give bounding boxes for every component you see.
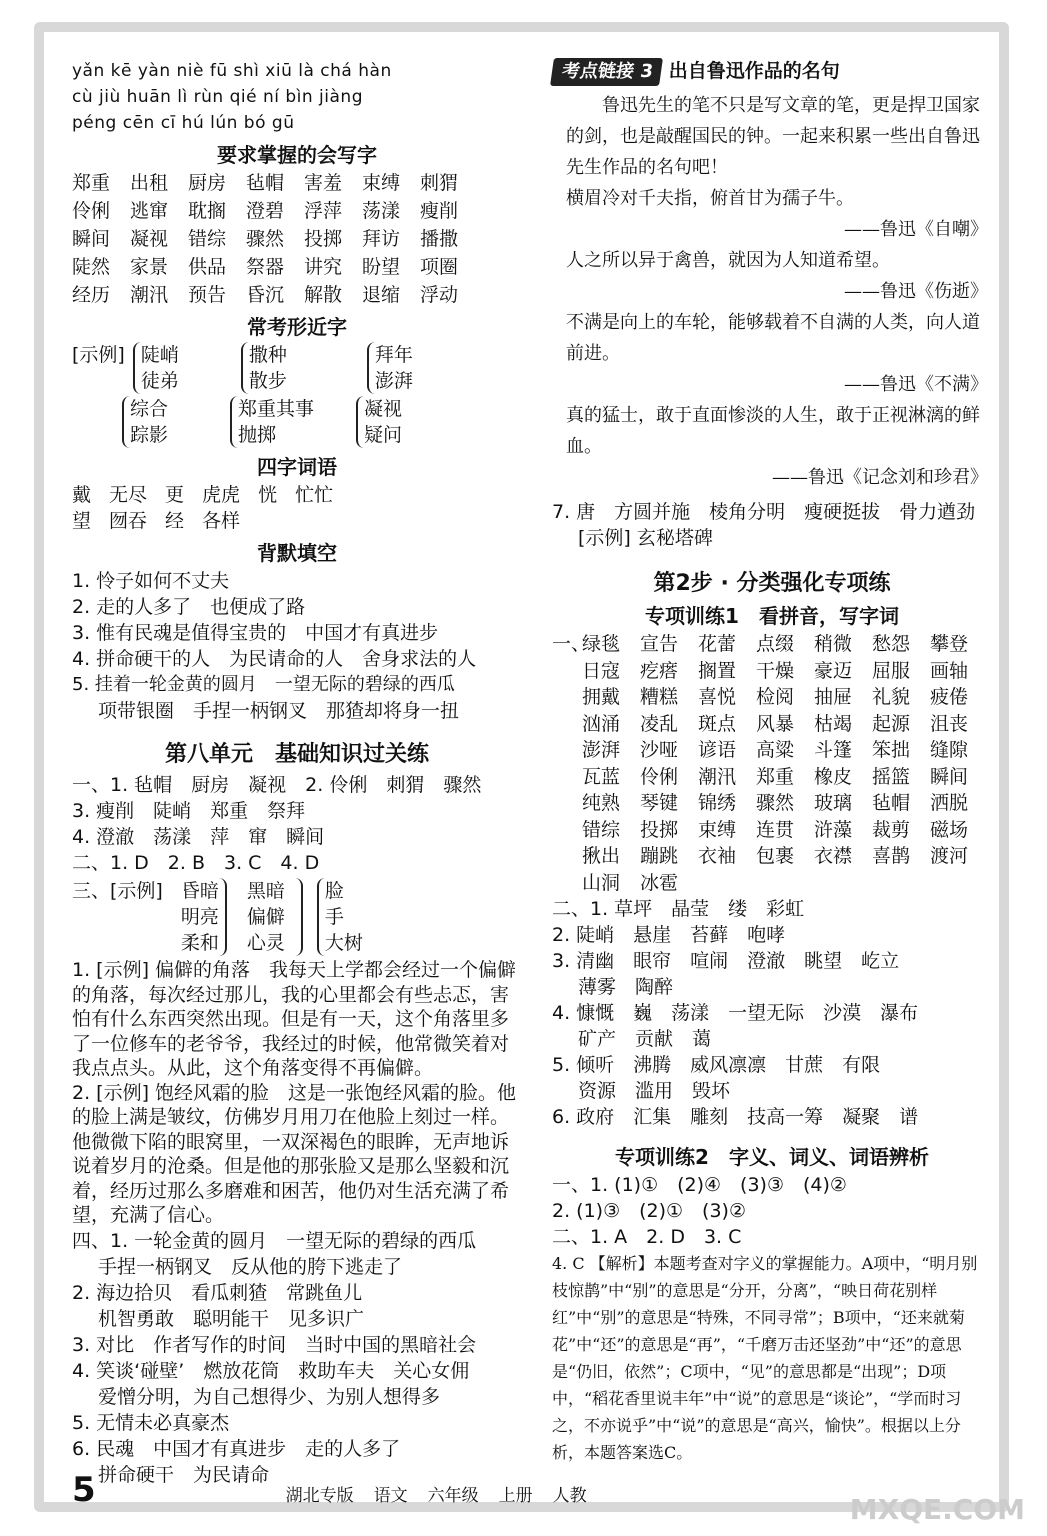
essay-1: 1. [示例] 偏僻的角落 我每天上学都会经过一个偏僻的角落，每次经过那儿，我的心里都会有些忐忑，害怕有什么东西突然出现。但是有一天，这个角落里多了一位修车的老爷爷，我经过的时候，他常微笑着对我点点头。从此，这个角落变得不再偏僻。 bbox=[72, 959, 517, 1079]
t1-word: 蹦跳 bbox=[640, 845, 679, 867]
t1-word: 汹涌 bbox=[582, 712, 621, 735]
four-line: 爱憎分明，为自己想得少、为别人想得多 bbox=[98, 1385, 441, 1408]
three-word: 黑暗 bbox=[246, 880, 285, 902]
quote-source: ——鲁迅《记念刘和珍君》 bbox=[772, 467, 988, 488]
t1-word: 谚语 bbox=[698, 739, 737, 761]
similar-label: [示例] bbox=[72, 344, 125, 366]
write-word: 厨房 bbox=[188, 172, 227, 194]
heading-write: 要求掌握的会写字 bbox=[217, 143, 377, 167]
pinyin-line: péng cēn cī hú lún bó gū bbox=[72, 113, 295, 133]
t1-words-grid bbox=[552, 631, 992, 896]
four-line: 机智勇敢 聪明能干 见多识广 bbox=[98, 1307, 365, 1330]
write-word: 潮汛 bbox=[130, 284, 169, 306]
footer-item: 人教 bbox=[552, 1486, 587, 1506]
three-label: 三、[示例] bbox=[72, 880, 163, 902]
write-word: 拜访 bbox=[362, 228, 401, 250]
quote-source: ——鲁迅《自嘲》 bbox=[844, 219, 988, 240]
four-char-word: 囫吞 bbox=[109, 510, 148, 532]
t1-word: 喜鹊 bbox=[872, 845, 911, 867]
three-word: 偏僻 bbox=[246, 906, 285, 928]
write-word: 毡帽 bbox=[246, 172, 285, 194]
t1-word: 起源 bbox=[872, 712, 911, 735]
t1-line: 薄雾 陶醉 bbox=[578, 976, 674, 998]
t1-line: 矿产 贡献 蔼 bbox=[578, 1028, 712, 1050]
t1-word: 束缚 bbox=[698, 818, 737, 841]
write-word: 家景 bbox=[130, 256, 169, 278]
similar-word: 综合 bbox=[130, 398, 169, 420]
right-column bbox=[552, 58, 992, 1466]
four-char-word: 无尽 bbox=[109, 484, 148, 506]
similar-row bbox=[72, 396, 522, 448]
t1-word: 画轴 bbox=[930, 659, 969, 682]
q7-line: [示例] 玄秘塔碑 bbox=[578, 527, 713, 549]
section-three bbox=[72, 878, 522, 956]
similar-word: 拜年 bbox=[374, 344, 413, 366]
four-char-row bbox=[72, 508, 522, 534]
recite-line: 项带银圈 手捏一柄钢叉 那猹却将身一扭 bbox=[98, 700, 460, 722]
recite-line: 2. 走的人多了 也便成了路 bbox=[72, 596, 306, 618]
t1-word: 风暴 bbox=[756, 712, 795, 735]
three-word: 脸 bbox=[324, 880, 344, 902]
t1-word: 日寇 bbox=[582, 659, 621, 682]
t1-line: 4. 慷慨 巍 荡漾 一望无际 沙漠 瀑布 bbox=[552, 1002, 919, 1024]
write-word: 骤然 bbox=[246, 228, 285, 250]
t2-analysis: 4. C 【解析】本题考查对字义的掌握能力。A项中，“明月别枝惊鹊”中“别”的意思是“分开，分离”，“映日荷花别样红”中“别”的意思是“特殊，不同寻常”；B项中，“还来就菊花”中“还”的意思是“再”，“千磨万击还坚劲”中“还”的意思是“仍旧，依然”；C项中，“见”的意思都是“出现”；D项中，“稻花香里说丰年”中“说”的意思是“谈论”，“学而时习之，不亦说乎”中“说”的意思是“高兴，愉快”。根据以上分析，本题答案选C。 bbox=[552, 1254, 978, 1462]
quote-text: 真的猛士，敢于直面惨淡的人生，敢于正视淋漓的鲜血。 bbox=[566, 405, 980, 457]
footer bbox=[72, 1470, 607, 1510]
write-word: 束缚 bbox=[362, 172, 401, 194]
t1-line: 3. 清幽 眼帘 喧闹 澄澈 眺望 屹立 bbox=[552, 950, 900, 972]
four-char-word: 戴 bbox=[72, 484, 92, 506]
t1-word: 沮丧 bbox=[930, 712, 969, 735]
t1-word: 瞬间 bbox=[930, 765, 969, 788]
badge: 考点链接 3 bbox=[550, 58, 663, 86]
three-word: 昏暗 bbox=[180, 880, 219, 902]
t1-word: 枯竭 bbox=[814, 712, 853, 735]
t1-word: 笨拙 bbox=[872, 739, 911, 761]
t1-word: 渡河 bbox=[930, 845, 969, 867]
write-word: 陡然 bbox=[72, 256, 111, 278]
t1-word: 屈服 bbox=[872, 659, 911, 682]
four-char-word: 经 bbox=[165, 510, 185, 532]
three-word: 手 bbox=[324, 906, 344, 928]
write-word: 项圈 bbox=[420, 256, 459, 278]
write-word: 预告 bbox=[188, 284, 227, 306]
t1-word: 揪出 bbox=[582, 845, 621, 867]
t1-word: 错综 bbox=[582, 818, 621, 841]
t1-word: 糟糕 bbox=[640, 686, 679, 708]
four-line: 手捏一柄钢叉 反从他的胯下逃走了 bbox=[98, 1255, 403, 1278]
t1-word: 点缀 bbox=[756, 633, 795, 655]
t1-word: 疲倦 bbox=[930, 686, 969, 708]
four-line: 3. 对比 作者写作的时间 当时中国的黑暗社会 bbox=[72, 1333, 477, 1356]
similar-word: 徒弟 bbox=[140, 370, 179, 392]
four-char-word: 各样 bbox=[202, 510, 241, 532]
similar-row bbox=[72, 342, 522, 394]
t1-word: 伶俐 bbox=[640, 765, 679, 788]
write-word: 退缩 bbox=[362, 284, 401, 306]
write-word: 瘦削 bbox=[420, 200, 459, 222]
t1-word: 纯熟 bbox=[582, 792, 621, 814]
pinyin-line: yǎn kē yàn niè fū shì xiū là chá hàn bbox=[72, 61, 392, 81]
t1-word: 锦绣 bbox=[698, 792, 737, 814]
write-words-grid bbox=[72, 170, 522, 308]
page-number: 5 bbox=[72, 1470, 96, 1510]
four-line: 2. 海边拾贝 看瓜刺猹 常跳鱼儿 bbox=[72, 1281, 363, 1304]
recite-line: 3. 惟有民魂是值得宝贵的 中国才有真进步 bbox=[72, 622, 439, 644]
write-word: 祭器 bbox=[246, 256, 285, 278]
t1-word: 疙瘩 bbox=[640, 659, 679, 682]
t1-word: 冰雹 bbox=[640, 871, 679, 894]
quote-intro: 鲁迅先生的笔不只是写文章的笔，更是捍卫国家的剑，也是敲醒国民的钟。一起来积累一些出自鲁迅先生作品的名句吧！ bbox=[566, 95, 980, 178]
four-char-word: 望 bbox=[72, 510, 92, 532]
t1-word: 缝隙 bbox=[930, 739, 969, 761]
t1-word: 洒脱 bbox=[930, 792, 969, 814]
write-word: 害羞 bbox=[304, 172, 343, 194]
t1-word: 稍微 bbox=[814, 633, 853, 655]
t1-word: 绿毯 bbox=[582, 633, 621, 655]
write-word: 耽搁 bbox=[188, 200, 227, 222]
three-word: 明亮 bbox=[180, 906, 219, 928]
four-char-word: 恍 bbox=[258, 484, 278, 506]
heading-four-char: 四字词语 bbox=[257, 455, 337, 479]
heading-recite: 背默填空 bbox=[257, 541, 337, 565]
similar-word: 疑问 bbox=[364, 424, 403, 446]
t2-line: 2. (1)③ (2)① (3)② bbox=[552, 1200, 747, 1222]
write-word: 郑重 bbox=[72, 172, 111, 194]
write-word: 投掷 bbox=[304, 228, 343, 250]
quote-text: 人之所以异于禽兽，就因为人知道希望。 bbox=[566, 250, 890, 271]
q7-line: 7. 唐 方圆并施 棱角分明 瘦硬挺拔 骨力遒劲 bbox=[552, 501, 976, 523]
t1-word: 包裹 bbox=[756, 845, 795, 867]
similar-word: 踪影 bbox=[130, 424, 169, 446]
t1-prefix: 一、 bbox=[552, 633, 591, 655]
unit-line: 一、1. 毡帽 厨房 凝视 2. 伶俐 刺猬 骤然 bbox=[72, 774, 482, 796]
write-word: 浮萍 bbox=[304, 200, 343, 222]
quote-list bbox=[552, 183, 992, 493]
write-word: 伶俐 bbox=[72, 200, 111, 222]
write-word: 错综 bbox=[188, 228, 227, 250]
heading-unit: 第八单元 基础知识过关练 bbox=[164, 742, 429, 767]
pinyin-line: cù jiù huān lì rùn qié ní bìn jiàng bbox=[72, 87, 363, 107]
write-word: 经历 bbox=[72, 284, 111, 306]
write-word: 解散 bbox=[304, 284, 343, 306]
t1-word: 投掷 bbox=[640, 818, 679, 841]
recite-line: 1. 怜子如何不丈夫 bbox=[72, 570, 230, 592]
t1-word: 琴键 bbox=[640, 792, 679, 814]
t1-word: 抽屉 bbox=[814, 686, 853, 708]
badge-title: 出自鲁迅作品的名句 bbox=[668, 60, 840, 82]
three-word: 柔和 bbox=[180, 932, 219, 954]
similar-word: 凝视 bbox=[364, 398, 403, 420]
t1-word: 高粱 bbox=[756, 739, 795, 761]
similar-word: 散步 bbox=[248, 370, 287, 392]
training1-block bbox=[552, 631, 992, 896]
write-word: 瞬间 bbox=[72, 228, 111, 250]
four-char-row bbox=[72, 482, 522, 508]
four-char-word: 虎虎 bbox=[202, 484, 241, 506]
t1-word: 澎湃 bbox=[582, 739, 621, 761]
quote-text: 不满是向上的车轮，能够载着不自满的人类，向人道前进。 bbox=[566, 312, 980, 364]
t1-word: 礼貌 bbox=[872, 686, 911, 708]
t1-word: 花蕾 bbox=[698, 633, 737, 655]
write-word: 荡漾 bbox=[362, 200, 401, 222]
t1-word: 瓦蓝 bbox=[582, 765, 621, 788]
unit-line: 二、1. D 2. B 3. C 4. D bbox=[72, 852, 320, 874]
footer-item: 六年级 bbox=[427, 1486, 479, 1506]
quote-source: ——鲁迅《伤逝》 bbox=[844, 281, 988, 302]
four-line: 5. 无情未必真豪杰 bbox=[72, 1411, 230, 1434]
similar-word: 撒种 bbox=[248, 344, 287, 366]
t1-word: 潮汛 bbox=[698, 765, 737, 788]
four-line: 4. 笑谈‘碰壁’ 燃放花筒 救助车夫 关心女佣 bbox=[72, 1359, 470, 1382]
t1-word: 骤然 bbox=[756, 792, 795, 814]
write-word: 昏沉 bbox=[246, 284, 285, 306]
t1-word: 衣袖 bbox=[698, 845, 737, 867]
essay-2: 2. [示例] 饱经风霜的脸 这是一张饱经风霜的脸。他的脸上满是皱纹，仿佛岁月用刀在他脸上刻过一样。他微微下陷的眼窝里，一双深褐色的眼眸，无声地诉说着岁月的沧桑。但是他的那张脸又是那么坚毅和沉着，经历过那么多磨难和困苦，他仍对生活充满了希望，充满了信心。 bbox=[72, 1081, 517, 1226]
write-word: 供品 bbox=[188, 256, 227, 278]
t1-word: 愁怨 bbox=[872, 633, 911, 655]
t1-word: 搁置 bbox=[698, 659, 737, 682]
t1-word: 斑点 bbox=[698, 712, 737, 735]
t1-word: 检阅 bbox=[756, 686, 795, 708]
footer-item: 语文 bbox=[373, 1486, 408, 1506]
three-word: 心灵 bbox=[246, 932, 285, 954]
t1-word: 衣襟 bbox=[814, 845, 853, 867]
four-line: 6. 民魂 中国才有真进步 走的人多了 bbox=[72, 1437, 401, 1460]
t1-word: 喜悦 bbox=[698, 686, 737, 708]
heading-similar: 常考形近字 bbox=[247, 315, 347, 339]
t1-word: 浒藻 bbox=[814, 818, 853, 841]
t1-line: 2. 陡峭 悬崖 苔藓 咆哮 bbox=[552, 924, 786, 946]
quote-text: 横眉冷对千夫指，俯首甘为孺子牛。 bbox=[566, 188, 854, 209]
write-word: 讲究 bbox=[304, 256, 343, 278]
quote-header bbox=[552, 58, 992, 86]
t1-word: 斗篷 bbox=[814, 739, 853, 761]
footer-item: 上册 bbox=[498, 1486, 533, 1506]
recite-line: 4. 拼命硬干的人 为民请命的人 舍身求法的人 bbox=[72, 648, 477, 670]
three-word: 大树 bbox=[324, 932, 363, 954]
t1-word: 连贯 bbox=[756, 818, 795, 841]
unit-line: 3. 瘦削 陡峭 郑重 祭拜 bbox=[72, 800, 306, 822]
four-line: 拼命硬干 为民请命 bbox=[98, 1463, 270, 1486]
write-word: 逃窜 bbox=[130, 200, 169, 222]
t1-line: 资源 滥用 毁坏 bbox=[578, 1080, 731, 1102]
recite-line: 5. 挂着一轮金黄的圆月 一望无际的碧绿的西瓜 bbox=[72, 674, 455, 695]
similar-word: 澎湃 bbox=[374, 370, 413, 392]
t1-word: 沙哑 bbox=[640, 739, 679, 761]
t1-word: 磁场 bbox=[930, 818, 969, 841]
unit-line: 4. 澄澈 荡漾 萍 窜 瞬间 bbox=[72, 826, 325, 848]
t2-line: 一、1. (1)① (2)④ (3)③ (4)② bbox=[552, 1174, 847, 1196]
quote-source: ——鲁迅《不满》 bbox=[844, 374, 988, 395]
t1-word: 干燥 bbox=[756, 659, 795, 682]
t1-word: 豪迈 bbox=[814, 659, 853, 682]
four-char-word: 更 bbox=[165, 484, 185, 506]
write-word: 出租 bbox=[130, 172, 169, 194]
t1-word: 摇篮 bbox=[872, 765, 911, 788]
footer-item: 湖北专版 bbox=[285, 1486, 354, 1506]
write-word: 盼望 bbox=[362, 256, 401, 278]
training1-heading: 专项训练1 看拼音，写字词 bbox=[645, 604, 899, 628]
t1-word: 毡帽 bbox=[872, 792, 911, 814]
write-word: 凝视 bbox=[130, 228, 169, 250]
four-line: 四、1. 一轮金黄的圆月 一望无际的碧绿的西瓜 bbox=[72, 1229, 477, 1252]
t1-line: 二、1. 草坪 晶莹 缕 彩虹 bbox=[552, 898, 805, 920]
training2-heading: 专项训练2 字义、词义、词语辨析 bbox=[615, 1145, 929, 1169]
write-word: 播撒 bbox=[420, 228, 459, 250]
write-word: 刺猬 bbox=[420, 172, 459, 194]
t1-word: 郑重 bbox=[756, 765, 795, 788]
similar-word: 郑重其事 bbox=[238, 398, 315, 420]
t1-word: 拥戴 bbox=[582, 686, 621, 708]
watermark: MXQE.COM bbox=[849, 1493, 1025, 1526]
left-column bbox=[72, 58, 522, 1488]
t1-word: 橡皮 bbox=[814, 765, 853, 788]
write-word: 浮动 bbox=[420, 284, 459, 306]
four-char-word: 忙忙 bbox=[295, 484, 334, 506]
similar-word: 陡峭 bbox=[140, 344, 179, 366]
similar-word: 抛掷 bbox=[238, 424, 277, 446]
t1-word: 凌乱 bbox=[640, 712, 679, 735]
t1-word: 攀登 bbox=[930, 633, 969, 655]
t1-word: 宣告 bbox=[640, 633, 679, 655]
t1-word: 玻璃 bbox=[814, 792, 853, 814]
step-heading: 第2步 · 分类强化专项练 bbox=[653, 571, 891, 596]
t1-word: 裁剪 bbox=[872, 818, 911, 841]
write-word: 澄碧 bbox=[246, 200, 285, 222]
t1-word: 山洞 bbox=[582, 871, 621, 894]
t1-line: 6. 政府 汇集 雕刻 技高一筹 凝聚 谱 bbox=[552, 1106, 919, 1128]
t1-line: 5. 倾听 沸腾 威风凛凛 甘蔗 有限 bbox=[552, 1054, 881, 1076]
t2-line: 二、1. A 2. D 3. C bbox=[552, 1226, 742, 1248]
